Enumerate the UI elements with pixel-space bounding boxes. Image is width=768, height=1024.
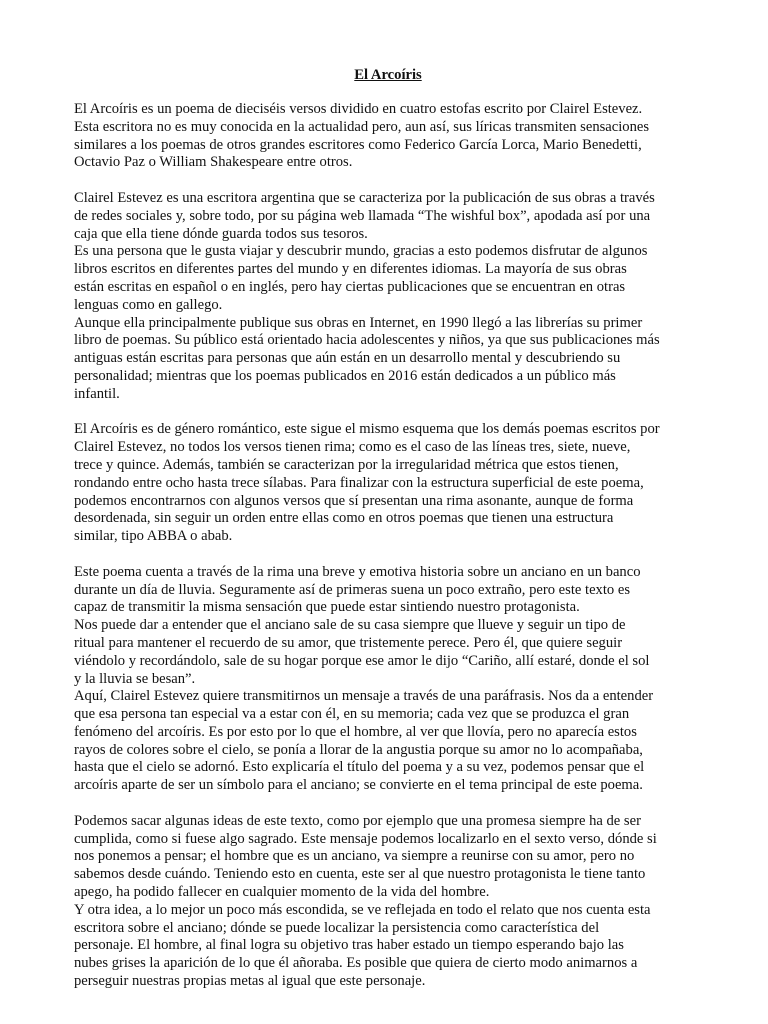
text-line: personalidad; mientras que los poemas publicados en 2016 están dedicados a un público más bbox=[74, 367, 616, 384]
text-line: Nos puede dar a entender que el anciano sale de su casa siempre que llueve y seguir un tipo de bbox=[74, 617, 626, 634]
section bbox=[74, 190, 702, 404]
text-line: desordenada, sin seguir un orden entre ellas como en otros poemas que tienen una estructura bbox=[74, 510, 614, 527]
paragraph bbox=[74, 315, 702, 404]
text-line: Aquí, Clairel Estevez quiere transmitirnos un mensaje a través de una paráfrasis. Nos da a entender bbox=[74, 688, 654, 705]
document-title: El Arcoíris bbox=[354, 67, 422, 83]
text-line: similar, tipo ABBA o abab. bbox=[74, 528, 233, 545]
text-line: personaje. El hombre, al final logra su objetivo tras haber estado un tiempo esperando bajo las bbox=[74, 937, 624, 954]
text-line: sabemos desde cuándo. Teniendo esto en cuenta, este ser al que nuestro protagonista le tiene tanto bbox=[74, 866, 646, 883]
text-line: Aunque ella principalmente publique sus obras en Internet, en 1990 llegó a las librerías su primer bbox=[74, 314, 643, 331]
text-line: libro de poemas. Su público está orientado hacia adolescentes y niños, ya que sus publicaciones más bbox=[74, 332, 660, 349]
document-page bbox=[74, 66, 702, 1009]
text-line: rondando entre ocho hasta trece sílabas. Para finalizar con la estructura superficial de este poema, bbox=[74, 474, 644, 491]
text-line: caja que ella tiene dónde guarda todos sus tesoros. bbox=[74, 225, 368, 242]
section bbox=[74, 101, 702, 172]
text-line: rayos de colores sobre el cielo, se ponía a llorar de la angustia porque su amor no lo acompañaba, bbox=[74, 741, 643, 758]
text-line: que esa persona tan especial va a estar con él, en su memoria; cada vez que se produzca el gran bbox=[74, 706, 630, 723]
paragraph bbox=[74, 421, 702, 546]
text-line: de redes sociales y, sobre todo, por su página web llamada “The wishful box”, apodada así por una bbox=[74, 207, 651, 224]
text-line: Octavio Paz o William Shakespeare entre otros. bbox=[74, 154, 353, 171]
text-line: apego, ha podido fallecer en cualquier momento de la vida del hombre. bbox=[74, 884, 490, 901]
text-line: cumplida, como si fuese algo sagrado. Este mensaje podemos localizarlo en el sexto verso, dónde si bbox=[74, 830, 657, 847]
paragraph bbox=[74, 617, 702, 688]
paragraph bbox=[74, 101, 702, 172]
text-line: Es una persona que le gusta viajar y descubrir mundo, gracias a esto podemos disfrutar de algunos bbox=[74, 243, 648, 260]
text-line: nos ponemos a pensar; el hombre que es un anciano, va siempre a reunirse con su amor, pero no bbox=[74, 848, 635, 865]
text-line: Clairel Estevez es una escritora argentina que se caracteriza por la publicación de sus obras a través bbox=[74, 189, 655, 206]
paragraph bbox=[74, 688, 702, 795]
section bbox=[74, 421, 702, 546]
text-line: Y otra idea, a lo mejor un poco más escondida, se ve reflejada en todo el relato que nos cuenta esta bbox=[74, 901, 651, 918]
paragraph bbox=[74, 902, 702, 991]
text-line: nubes grises la aparición de lo que él añoraba. Es posible que quiera de cierto modo animarnos a bbox=[74, 955, 638, 972]
section bbox=[74, 564, 702, 795]
text-line: ritual para mantener el recuerdo de su amor, que tristemente perece. Pero él, que quiere seguir bbox=[74, 634, 623, 651]
text-line: están escritas en español o en inglés, pero hay ciertas publicaciones que se encuentran en otras bbox=[74, 278, 626, 295]
text-line: lenguas como en gallego. bbox=[74, 296, 223, 313]
text-line: antiguas están escritas para personas que aún están en un desarrollo mental y descubriendo su bbox=[74, 350, 621, 367]
text-line: capaz de transmitir la misma sensación que puede estar sintiendo nuestro protagonista. bbox=[74, 599, 580, 616]
document-body bbox=[74, 101, 702, 991]
text-line: Podemos sacar algunas ideas de este texto, como por ejemplo que una promesa siempre ha de ser bbox=[74, 812, 641, 829]
text-line: trece y quince. Además, también se caracterizan por la irregularidad métrica que estos tienen, bbox=[74, 456, 619, 473]
text-line: Clairel Estevez, no todos los versos tienen rima; como es el caso de las líneas tres, siete, nueve, bbox=[74, 439, 631, 456]
section bbox=[74, 813, 702, 991]
text-line: fenómeno del arcoíris. Es por esto por lo que el hombre, al ver que llovía, pero no aparecía estos bbox=[74, 723, 637, 740]
paragraph bbox=[74, 813, 702, 902]
text-line: infantil. bbox=[74, 385, 120, 402]
text-line: similares a los poemas de otros grandes escritores como Federico García Lorca, Mario Benedetti, bbox=[74, 136, 642, 153]
text-line: viéndolo y recordándolo, sale de su hogar porque ese amor le dijo “Cariño, allí estaré, donde el sol bbox=[74, 652, 650, 669]
text-line: arcoíris aparte de ser un símbolo para el anciano; se convierte en el tema principal de este poema. bbox=[74, 777, 643, 794]
text-line: Este poema cuenta a través de la rima una breve y emotiva historia sobre un anciano en un banco bbox=[74, 563, 641, 580]
text-line: El Arcoíris es un poema de dieciséis versos dividido en cuatro estofas escrito por Clairel Estevez. bbox=[74, 101, 643, 117]
text-line: El Arcoíris es de género romántico, este sigue el mismo esquema que los demás poemas escritos por bbox=[74, 421, 660, 438]
text-line: hasta que el cielo se adornó. Esto explicaría el título del poema y a su vez, podemos pensar que el bbox=[74, 759, 645, 776]
paragraph bbox=[74, 190, 702, 243]
paragraph bbox=[74, 564, 702, 617]
text-line: libros escritos en diferentes partes del mundo y en diferentes idiomas. La mayoría de sus obras bbox=[74, 261, 627, 278]
text-line: durante un día de lluvia. Seguramente así de primeras suena un poco extraño, pero este texto es bbox=[74, 581, 630, 598]
paragraph bbox=[74, 243, 702, 314]
text-line: escritora sobre el anciano; dónde se puede localizar la persistencia como característica del bbox=[74, 919, 600, 936]
text-line: perseguir nuestras propias metas al igual que este personaje. bbox=[74, 973, 426, 990]
text-line: Esta escritora no es muy conocida en la actualidad pero, aun así, sus líricas transmiten sensaciones bbox=[74, 118, 650, 135]
text-line: podemos encontrarnos con algunos versos que sí presentan una rima asonante, aunque de forma bbox=[74, 492, 634, 509]
text-line: y la lluvia se besan”. bbox=[74, 670, 196, 687]
